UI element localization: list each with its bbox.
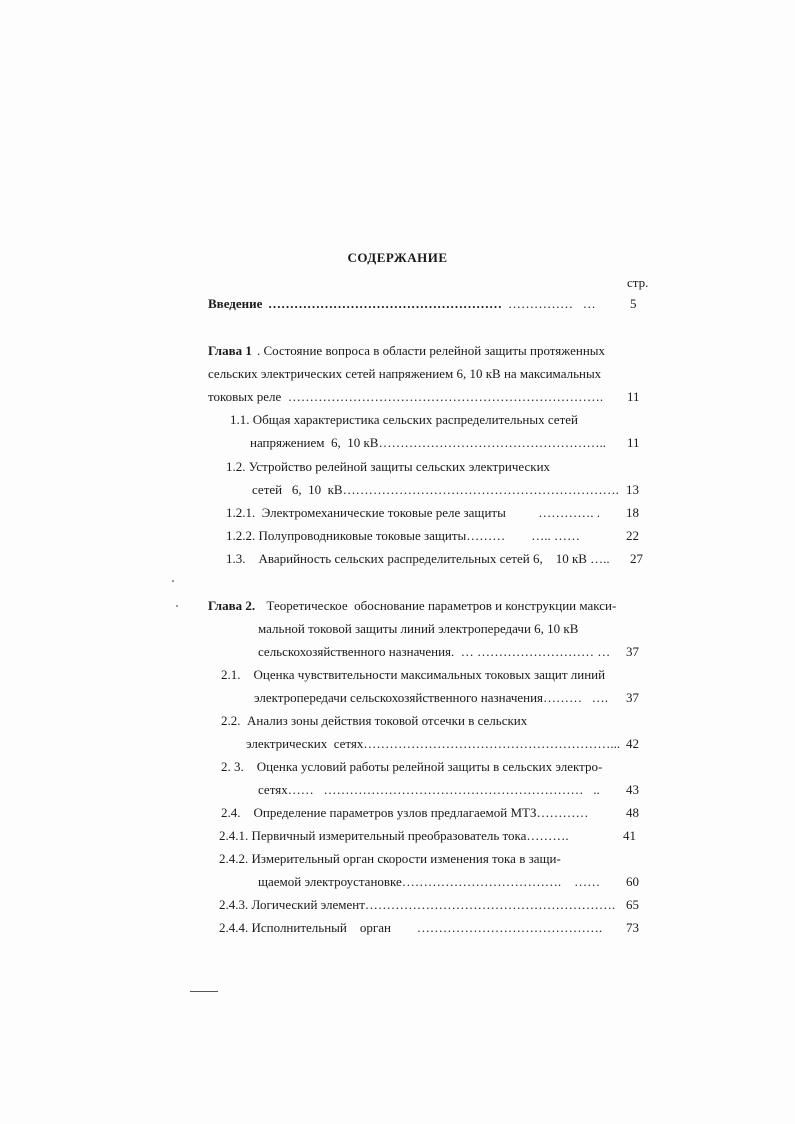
toc-section-1-2-cont: сетей 6, 10 кВ………………………………………………………. <box>252 482 619 497</box>
toc-intro-dots: ……………………………………………… <box>268 296 502 311</box>
toc-chapter-1-lead: Глава 1 <box>208 343 252 358</box>
toc-section-1-3: 1.3. Аварийность сельских распределительных сетей 6, 10 кВ ….. <box>226 551 610 566</box>
scan-speck <box>176 605 178 607</box>
toc-section-1-2-2-page: 22 <box>626 528 639 543</box>
toc-section-2-1-page: 37 <box>626 690 639 705</box>
toc-chapter-2-page: 37 <box>626 644 639 659</box>
toc-section-2-4-4: 2.4.4. Исполнительный орган ……………………………………. <box>219 920 603 935</box>
toc-section-2-1: 2.1. Оценка чувствительности максимальных токовых защит линий <box>221 667 606 682</box>
toc-chapter-2-line: Теоретическое обоснование параметров и конструкции макси- <box>260 598 617 613</box>
toc-section-1-1-cont: напряжением 6, 10 кВ…………………………………………….. <box>250 435 606 450</box>
toc-chapter-2-lead: Глава 2. <box>208 598 256 613</box>
toc-section-2-4-3: 2.4.3. Логический элемент…………………………………………………. <box>219 897 616 912</box>
scan-speck <box>172 580 174 582</box>
toc-chapter-1-line: токовых реле ………………………………………………………………. <box>208 389 604 404</box>
toc-section-2-4-2-cont: щаемой электроустановке………………………………. …… <box>258 874 601 889</box>
page-title: СОДЕРЖАНИЕ <box>347 250 448 265</box>
toc-section-2-2-page: 42 <box>626 736 639 751</box>
toc-intro-tail: …………… … <box>508 296 596 311</box>
toc-section-2-4: 2.4. Определение параметров узлов предлагаемой МТЗ………… <box>221 805 589 820</box>
toc-section-2-4-1-page: 41 <box>623 828 636 843</box>
toc-chapter-1-line: . Состояние вопроса в области релейной защиты протяженных <box>257 343 606 358</box>
toc-section-2-4-1: 2.4.1. Первичный измерительный преобразователь тока………. <box>219 828 569 843</box>
toc-section-1-1: 1.1. Общая характеристика сельских распределительных сетей <box>230 412 578 427</box>
toc-section-2-1-cont: электропередачи сельскохозяйственного назначения……… …. <box>254 690 609 705</box>
toc-chapter-1-line: сельских электрических сетей напряжением 6, 10 кВ на максимальных <box>208 366 602 381</box>
toc-section-2-4-2-page: 60 <box>626 874 639 889</box>
toc-section-2-2-cont: электрических сетях…………………………………………………... <box>246 736 621 751</box>
toc-section-1-2-page: 13 <box>626 482 639 497</box>
toc-section-2-4-2: 2.4.2. Измерительный орган скорости изменения тока в защи- <box>219 851 561 866</box>
toc-section-1-2-2: 1.2.2. Полупроводниковые токовые защиты……… ….. …… <box>226 528 581 543</box>
toc-section-2-3: 2. 3. Оценка условий работы релейной защиты в сельских электро- <box>221 759 603 774</box>
toc-chapter-2-line: мальной токовой защиты линий электропередачи 6, 10 кВ <box>258 621 579 636</box>
toc-chapter-2-line: сельскохозяйственного назначения. … ……………………… … <box>258 644 611 659</box>
toc-section-1-2-1-page: 18 <box>626 505 639 520</box>
toc-section-2-2: 2.2. Анализ зоны действия токовой отсечки в сельских <box>221 713 528 728</box>
toc-section-1-3-page: 27 <box>630 551 643 566</box>
toc-intro-page: 5 <box>630 296 637 311</box>
toc-intro-label: Введение <box>208 296 263 311</box>
toc-chapter-1-page: 11 <box>627 389 640 404</box>
toc-section-1-2-1: 1.2.1. Электромеханические токовые реле защиты …………. . <box>226 505 601 520</box>
toc-section-2-3-cont: сетях…… …………………………………………………… .. <box>258 782 600 797</box>
toc-section-2-4-page: 48 <box>626 805 639 820</box>
toc-section-2-4-4-page: 73 <box>626 920 639 935</box>
toc-section-1-2: 1.2. Устройство релейной защиты сельских электрических <box>226 459 551 474</box>
toc-section-1-1-page: 11 <box>627 435 640 450</box>
toc-section-2-4-3-page: 65 <box>626 897 639 912</box>
footnote-rule <box>190 991 218 992</box>
page-column-label: стр. <box>627 275 649 290</box>
toc-section-2-3-page: 43 <box>626 782 639 797</box>
